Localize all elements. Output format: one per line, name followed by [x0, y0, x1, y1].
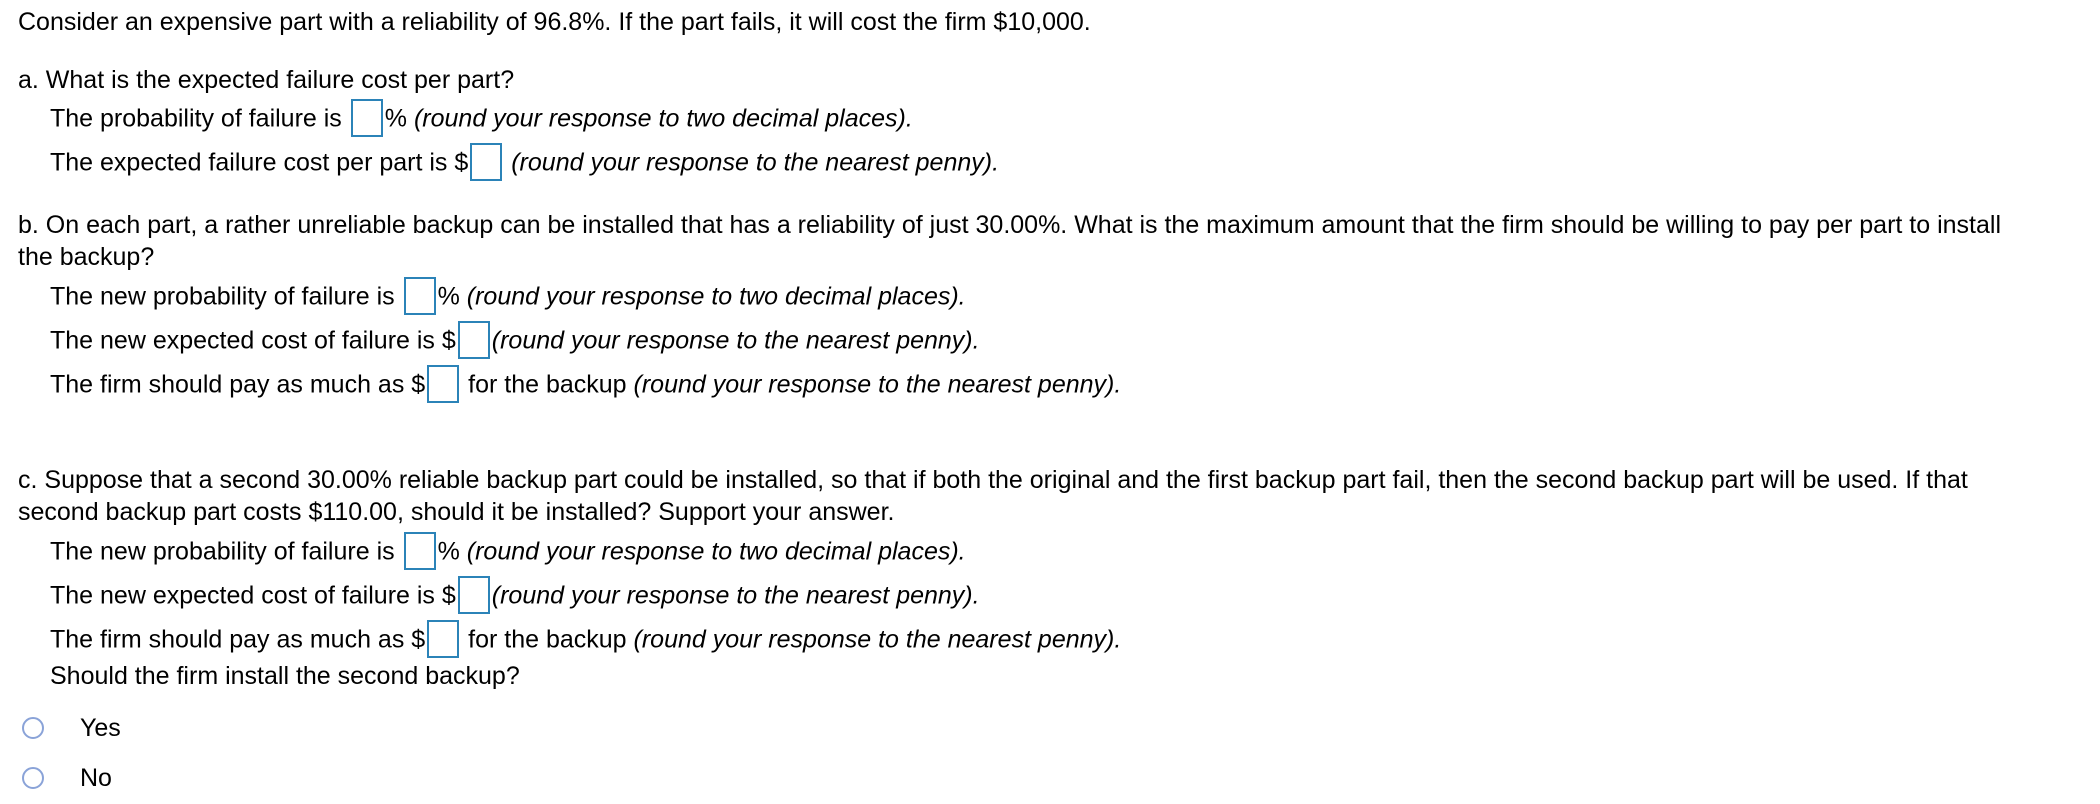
option-no[interactable] — [22, 762, 112, 794]
rounding-hint: (round your response to the nearest penny). — [633, 625, 1122, 654]
part-c-pay-input[interactable] — [427, 620, 459, 658]
rounding-hint: (round your response to the nearest penny). — [491, 326, 980, 355]
part-a-expected-cost-label: The expected failure cost per part is $ — [50, 148, 469, 177]
part-c-expected-cost-label: The new expected cost of failure is $ — [50, 581, 456, 610]
part-a-failure-prob-row — [50, 101, 913, 139]
part-b-pay-row — [50, 367, 1121, 405]
part-a-failure-prob-label: The probability of failure is — [50, 104, 342, 133]
part-c-expected-cost-input[interactable] — [458, 576, 490, 614]
part-c-failure-prob-label: The new probability of failure is — [50, 537, 395, 566]
part-c-pay-row — [50, 622, 1121, 660]
rounding-hint: (round your response to the nearest penny). — [511, 148, 1000, 177]
part-a-failure-prob-input[interactable] — [351, 99, 383, 137]
part-a-question: a. What is the expected failure cost per part? — [18, 66, 515, 94]
part-c-question-line2: second backup part costs $110.00, should it be installed? Support your answer. — [18, 498, 895, 526]
part-c-expected-cost-row — [50, 578, 980, 616]
part-b-expected-cost-input[interactable] — [458, 321, 490, 359]
part-a-expected-cost-input[interactable] — [470, 143, 502, 181]
rounding-hint: (round your response to two decimal places). — [413, 104, 913, 133]
percent-sign: % — [384, 104, 407, 133]
part-c-failure-prob-row — [50, 534, 966, 572]
part-c-question-line1: c. Suppose that a second 30.00% reliable backup part could be installed, so that if both the original and the first backup part fail, then the second backup part will be used. If that — [18, 466, 1968, 494]
option-no-label: No — [80, 764, 112, 792]
intro-text: Consider an expensive part with a reliability of 96.8%. If the part fails, it will cost the firm $10,000. — [18, 8, 1091, 36]
part-b-failure-prob-row — [50, 279, 966, 317]
part-c-failure-prob-input[interactable] — [404, 532, 436, 570]
for-backup-text: for the backup — [468, 370, 627, 399]
radio-no[interactable] — [22, 767, 44, 789]
part-b-failure-prob-label: The new probability of failure is — [50, 282, 395, 311]
rounding-hint: (round your response to the nearest penny). — [491, 581, 980, 610]
percent-sign: % — [437, 537, 460, 566]
part-b-pay-label: The firm should pay as much as $ — [50, 370, 426, 399]
option-yes[interactable] — [22, 712, 121, 744]
option-yes-label: Yes — [80, 714, 121, 742]
for-backup-text: for the backup — [468, 625, 627, 654]
radio-yes[interactable] — [22, 717, 44, 739]
install-question: Should the firm install the second backup? — [50, 662, 520, 690]
percent-sign: % — [437, 282, 460, 311]
part-b-question-line1: b. On each part, a rather unreliable backup can be installed that has a reliability of just 30.00%. What is the maximum amount that the firm should be willing to pay per part to install — [18, 211, 2001, 239]
rounding-hint: (round your response to two decimal places). — [466, 537, 966, 566]
part-b-expected-cost-label: The new expected cost of failure is $ — [50, 326, 456, 355]
part-b-pay-input[interactable] — [427, 365, 459, 403]
part-b-expected-cost-row — [50, 323, 980, 361]
part-a-expected-cost-row — [50, 145, 999, 183]
rounding-hint: (round your response to two decimal places). — [466, 282, 966, 311]
part-b-question-line2: the backup? — [18, 243, 155, 271]
part-c-pay-label: The firm should pay as much as $ — [50, 625, 426, 654]
rounding-hint: (round your response to the nearest penny). — [633, 370, 1122, 399]
part-b-failure-prob-input[interactable] — [404, 277, 436, 315]
